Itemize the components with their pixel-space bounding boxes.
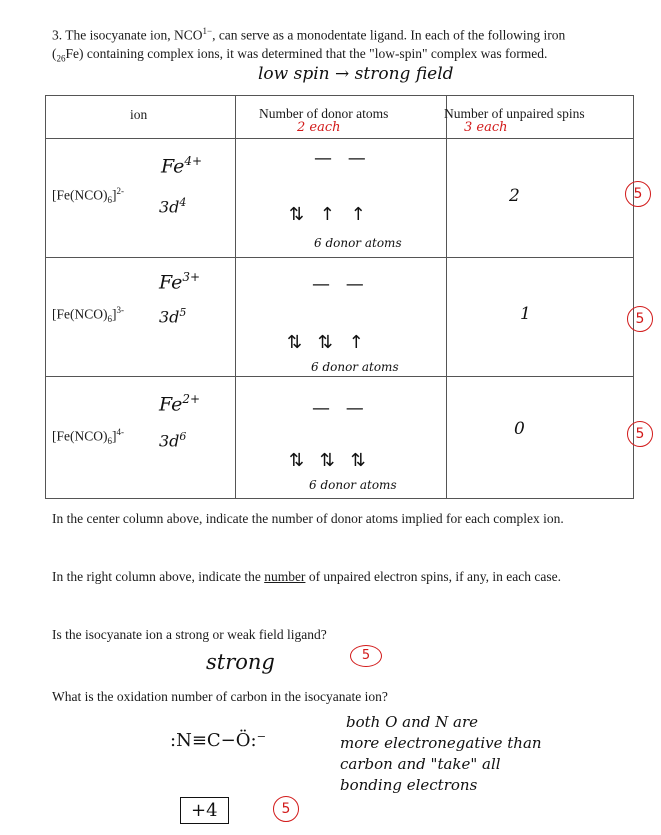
question-line2: Fe) containing complex ions, it was determined that the "low-spin" complex was formed. (65, 45, 548, 61)
row1-donors: 6 donor atoms (314, 236, 402, 250)
row3-fe: $Fe^{2+}$ (159, 392, 201, 416)
complex-table (45, 95, 634, 499)
question-intro: 3. The isocyanate ion, $NCO^{1-}$, can serve as a monodentate ligand. In each of the following iron $(_{26}Fe)$ containing complex ions, it was determined that the "low-spin" complex was formed. (52, 26, 566, 64)
row1-t2g-orbitals: ⇅ ↑ ↑ (289, 204, 371, 225)
row1-eg-orbitals: — — (314, 148, 371, 169)
answer-field: strong (206, 650, 275, 674)
row2-t2g-orbitals: ⇅ ⇅ ↑ (287, 332, 369, 353)
low-spin-note: low spin → strong field (258, 64, 454, 84)
question-number: 3. (52, 27, 63, 43)
row1-score: 5 (625, 181, 651, 207)
question-field: Is the isocyanate ion a strong or weak field ligand? (52, 627, 327, 642)
question-oxidation: What is the oxidation number of carbon in the isocyanate ion? (52, 689, 388, 704)
row2-fe: $Fe^{3+}$ (159, 270, 201, 294)
row3-spins: 0 (514, 419, 525, 439)
row3-eg-orbitals: — — (312, 398, 369, 419)
row3-donors: 6 donor atoms (309, 478, 397, 492)
row2-spins: 1 (520, 304, 531, 324)
header-ion: ion (130, 107, 148, 122)
lewis-structure: :N≡C−Ö:⁻ (170, 730, 267, 751)
question-line1: The isocyanate ion, NCO (65, 27, 203, 43)
row3-ion: $[Fe(NCO)_6]^{4-}$ (52, 427, 124, 447)
row2-config: $3d^5$ (159, 306, 187, 327)
row3-config: $3d^6$ (159, 430, 187, 451)
row3-score: 5 (627, 421, 653, 447)
row1-config: $3d^4$ (159, 196, 187, 217)
explanation: both O and N are more electronegative than carbon and "take" all bonding electrons (340, 713, 542, 794)
row2-eg-orbitals: — — (312, 274, 369, 295)
answer-oxidation: +4 (180, 797, 229, 824)
answer-field-score: 5 (350, 645, 382, 667)
row3-t2g-orbitals: ⇅ ⇅ ⇅ (289, 450, 371, 471)
row1-fe: $Fe^{4+}$ (161, 154, 203, 178)
header-spins: Number of unpaired spins (444, 106, 585, 121)
row1-spins: 2 (509, 186, 520, 206)
instruction-right: In the right column above, indicate the number of unpaired electron spins, if any, in each case. (52, 569, 561, 584)
row1-ion: $[Fe(NCO)_6]^{2-}$ (52, 186, 124, 206)
instruction-center: In the center column above, indicate the number of donor atoms implied for each complex ion. (52, 511, 564, 526)
row2-ion: $[Fe(NCO)_6]^{3-}$ (52, 305, 124, 325)
row2-donors: 6 donor atoms (311, 360, 399, 374)
row2-score: 5 (627, 306, 653, 332)
answer-oxidation-score: 5 (273, 796, 299, 822)
header-donor-note: 2 each (297, 120, 341, 135)
header-spins-note: 3 each (464, 120, 508, 135)
header-donor: Number of donor atoms (259, 106, 389, 121)
